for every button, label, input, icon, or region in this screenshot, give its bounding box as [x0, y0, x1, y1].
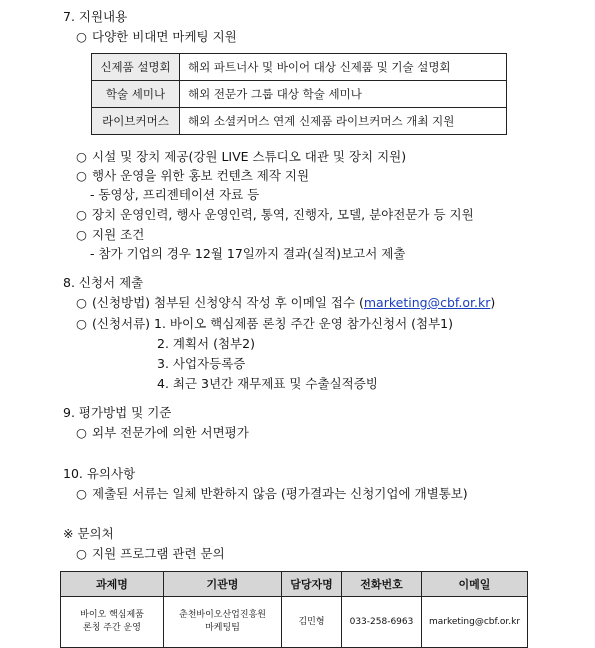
s9-item-1: ○ 외부 전문가에 의한 서면평가 [76, 425, 249, 440]
table-header-row [61, 572, 528, 597]
section-8-title: 8. 신청서 제출 [63, 275, 144, 290]
bullet-icon: ○ [76, 425, 87, 440]
support-desc: 해외 파트너사 및 바이어 대상 신제품 및 기술 설명회 [180, 54, 507, 81]
s7-item-3: ○ 행사 운영을 위한 홍보 컨텐츠 제작 지원 [76, 168, 310, 183]
s8-method: ○ (신청방법) 첨부된 신청양식 작성 후 이메일 접수 (marketing@cbf.or.kr) [76, 295, 496, 310]
s7-item-2: ○ 시설 및 장치 제공(강원 LIVE 스튜디오 대관 및 장치 지원) [76, 149, 407, 164]
contact-table [60, 571, 528, 648]
s7-item-4: ○ 장치 운영인력, 행사 운영인력, 통역, 진행자, 모델, 분야전문가 등 지원 [76, 207, 474, 222]
contact-title: ※ 문의처 [63, 526, 114, 541]
bullet-icon: ○ [76, 227, 87, 242]
cell-project: 바이오 핵심제품 론칭 주간 운영 [61, 597, 164, 648]
s7-item-5-detail: - 참가 기업의 경우 12월 17일까지 결과(실적)보고서 제출 [90, 246, 406, 261]
section-9-title: 9. 평가방법 및 기준 [63, 405, 172, 420]
email-link[interactable]: marketing@cbf.or.kr [363, 295, 491, 310]
table-row [92, 54, 507, 81]
header-phone: 전화번호 [342, 572, 422, 597]
bullet-icon: ○ [76, 29, 87, 44]
cell-org: 춘천바이오산업진흥원 마케팅팀 [164, 597, 282, 648]
cell-person: 김민형 [282, 597, 342, 648]
header-person: 담당자명 [282, 572, 342, 597]
bullet-icon: ○ [76, 149, 87, 164]
table-row [92, 81, 507, 108]
bullet-icon: ○ [76, 316, 87, 331]
bullet-icon: ○ [76, 168, 87, 183]
s8-doc-2: 2. 계획서 (첨부2) [157, 336, 255, 351]
bullet-icon: ○ [76, 207, 87, 222]
section-7-title: 7. 지원내용 [63, 9, 128, 24]
support-type: 라이브커머스 [92, 108, 180, 135]
cell-phone: 033-258-6963 [342, 597, 422, 648]
header-project: 과제명 [61, 572, 164, 597]
header-org: 기관명 [164, 572, 282, 597]
support-desc: 해외 전문가 그룹 대상 학술 세미나 [180, 81, 507, 108]
s10-item-1: ○ 제출된 서류는 일체 반환하지 않음 (평가결과는 신청기업에 개별통보) [76, 486, 468, 501]
s7-item-3-detail: - 동영상, 프리젠테이션 자료 등 [90, 187, 260, 202]
s8-doc-4: 4. 최근 3년간 재무제표 및 수출실적증빙 [157, 376, 378, 391]
bullet-icon: ○ [76, 295, 87, 310]
s7-item-5: ○ 지원 조건 [76, 227, 145, 242]
table-row [92, 108, 507, 135]
support-desc: 해외 소셜커머스 연계 신제품 라이브커머스 개최 지원 [180, 108, 507, 135]
bullet-icon: ○ [76, 546, 87, 561]
support-table [91, 53, 507, 135]
s8-docs: ○ (신청서류) 1. 바이오 핵심제품 론칭 주간 운영 참가신청서 (첨부1) [76, 316, 453, 331]
s8-doc-3: 3. 사업자등록증 [157, 356, 246, 371]
bullet-icon: ○ [76, 486, 87, 501]
table-row [61, 597, 528, 648]
header-email: 이메일 [422, 572, 528, 597]
s7-item-1: ○ 다양한 비대면 마케팅 지원 [76, 29, 237, 44]
contact-item-1: ○ 지원 프로그램 관련 문의 [76, 546, 225, 561]
support-type: 신제품 설명회 [92, 54, 180, 81]
cell-email[interactable]: marketing@cbf.or.kr [422, 597, 528, 648]
support-type: 학술 세미나 [92, 81, 180, 108]
section-10-title: 10. 유의사항 [63, 466, 136, 481]
